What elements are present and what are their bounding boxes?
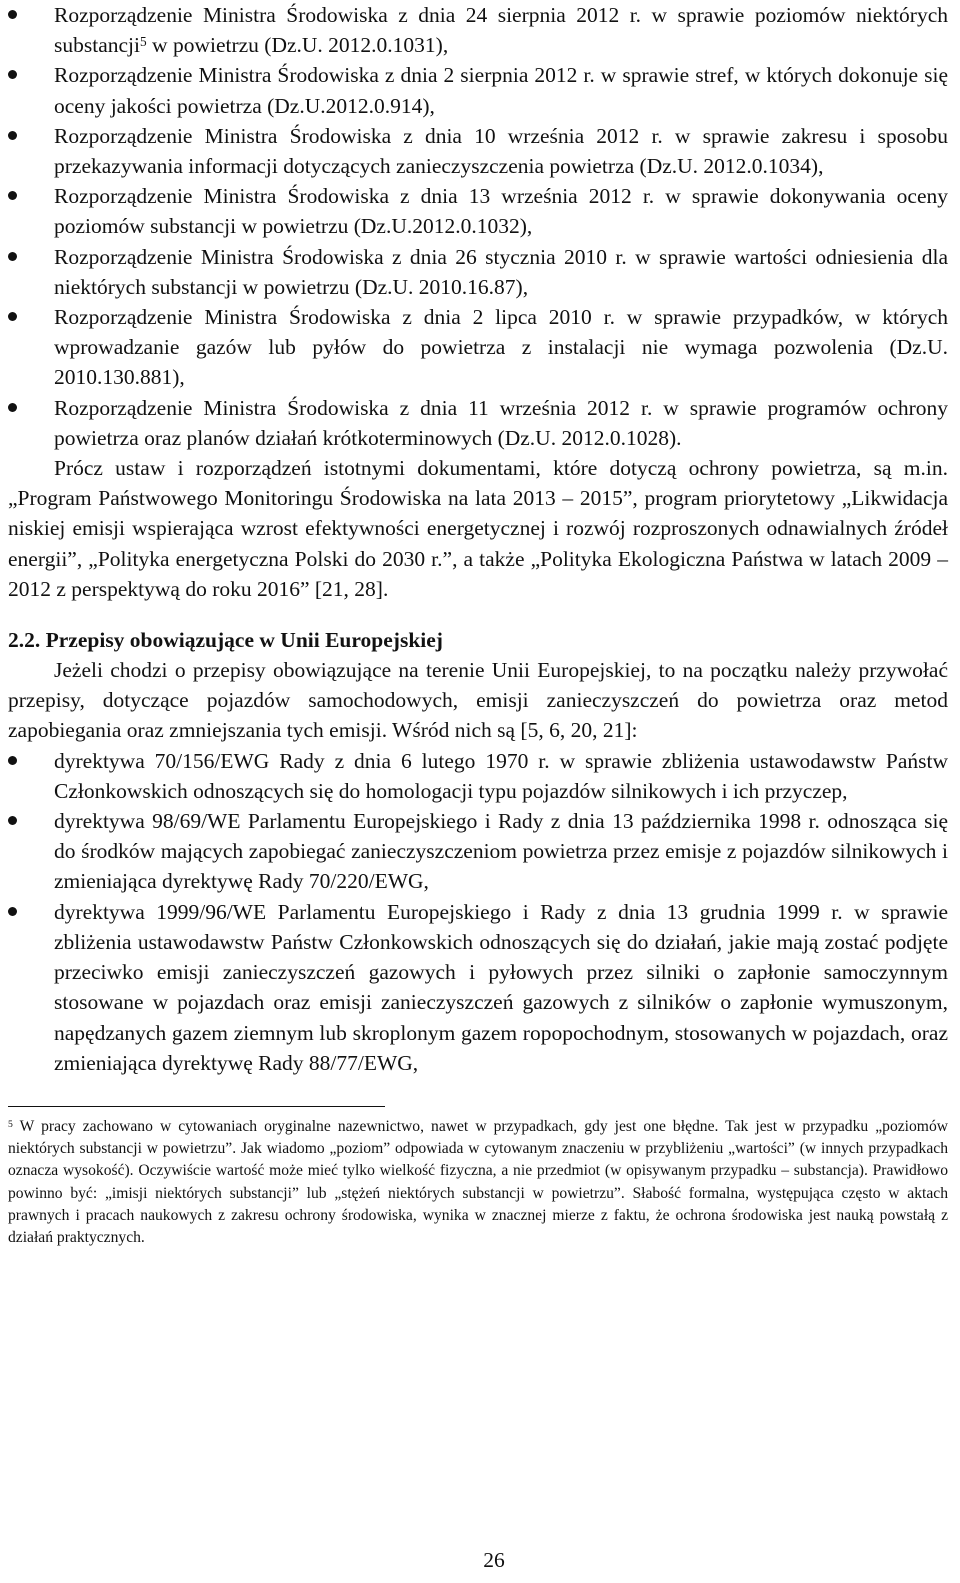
list-item: Rozporządzenie Ministra Środowiska z dnia 13 września 2012 r. w sprawie dokonywania oceny poziomów substancji w powietrzu (Dz.U.2012.0.1032), <box>8 181 948 241</box>
list-item: Rozporządzenie Ministra Środowiska z dnia 26 stycznia 2010 r. w sprawie wartości odniesienia dla niektórych substancji w powietrzu (Dz.U. 2010.16.87), <box>8 242 948 302</box>
footnote-reference[interactable]: 5 <box>140 34 147 50</box>
bullet-icon <box>8 816 17 825</box>
list-item: Rozporządzenie Ministra Środowiska z dnia 11 września 2012 r. w sprawie programów ochrony powietrza oraz planów działań krótkoterminowych (Dz.U. 2012.0.1028). <box>8 393 948 453</box>
footnote <box>8 1116 948 1249</box>
footnote-mark: 5 <box>8 1118 13 1130</box>
list-item: dyrektywa 1999/96/WE Parlamentu Europejskiego i Rady z dnia 13 grudnia 1999 r. w sprawie zbliżenia ustawodawstw Państw Członkowskich odnoszących się do działań, jakie mają zostać podjęte przeciwko emisji zanieczyszczeń gazowych i pyłowych przez silniki o zapłonie samoczynnym stosowane w pojazdach oraz emisji zanieczyszczeń gazowych z silników o zapłonie wymuszonym, napędzanych gazem ziemnym lub skroplonym gazem ropopochodnym, stosowanych w pojazdach, oraz zmieniająca dyrektywę Rady 88/77/EWG, <box>8 897 948 1078</box>
footnote-separator <box>8 1106 385 1107</box>
list-item: Rozporządzenie Ministra Środowiska z dnia 10 września 2012 r. w sprawie zakresu i sposobu przekazywania informacji dotyczących zanieczyszczenia powietrza (Dz.U. 2012.0.1034), <box>8 121 948 181</box>
bullet-icon <box>8 403 17 412</box>
list-item: Rozporządzenie Ministra Środowiska z dnia 2 sierpnia 2012 r. w sprawie stref, w których dokonuje się oceny jakości powietrza (Dz.U.2012.0.914), <box>8 60 948 120</box>
list-item: dyrektywa 98/69/WE Parlamentu Europejskiego i Rady z dnia 13 października 1998 r. odnosząca się do środków mających zapobiegać zanieczyszczeniom powietrza przez emisje z pojazdów silnikowych i zmieniająca dyrektywę Rady 70/220/EWG, <box>8 806 948 897</box>
page-number: 26 <box>483 1548 505 1572</box>
bullet-icon <box>8 131 17 140</box>
eu-directives-list <box>8 746 948 1078</box>
regulations-list <box>8 0 948 453</box>
bullet-icon <box>8 907 17 916</box>
bullet-icon <box>8 10 17 19</box>
bullet-icon <box>8 312 17 321</box>
bullet-icon <box>8 70 17 79</box>
list-item: Rozporządzenie Ministra Środowiska z dnia 24 sierpnia 2012 r. w sprawie poziomów niektórych substancji$^5$ w powietrzu (Dz.U. 2012.0.1031), <box>8 0 948 60</box>
list-item: Rozporządzenie Ministra Środowiska z dnia 2 lipca 2010 r. w sprawie przypadków, w których wprowadzanie gazów lub pyłów do powietrza z instalacji nie wymaga pozwolenia (Dz.U. 2010.130.881), <box>8 302 948 393</box>
section-title-text: Przepisy obowiązujące w Unii Europejskiej <box>45 628 443 653</box>
bullet-icon <box>8 252 17 261</box>
bullet-icon <box>8 191 17 200</box>
body-paragraph: Jeżeli chodzi o przepisy obowiązujące na terenie Unii Europejskiej, to na początku należy przywołać przepisy, dotyczące pojazdów samochodowych, emisji zanieczyszczeń do powietrza oraz metod zapobiegania oraz zmniejszania tych emisji. Wśród nich są [5, 6, 20, 21]: <box>8 658 948 743</box>
bullet-icon <box>8 756 17 765</box>
section-number: 2.2. <box>8 628 41 653</box>
body-paragraph: Prócz ustaw i rozporządzeń istotnymi dokumentami, które dotyczą ochrony powietrza, są m.in. „Program Państwowego Monitoringu Środowiska na lata 2013 – 2015”, program priorytetowy „Likwidacja niskiej emisji wspierająca wzrost efektywności energetycznej i rozwój rozproszonych odnawialnych źródeł energii”, „Polityka energetyczna Polski do 2030 r.”, a także „Polityka Ekologiczna Państwa w latach 2009 – 2012 z perspektywą do roku 2016” [21, 28]. <box>8 456 948 601</box>
document-page <box>8 0 948 1249</box>
footnote-text: W pracy zachowano w cytowaniach oryginalne nazewnictwo, nawet w przypadkach, gdy jest one błędne. Tak jest w przypadku „poziomów niektórych substancji w powietrzu”. Jak wiadomo „poziom” odpowiada w cytowanym znaczeniu w przybliżeniu „wartości” (w innych przypadkach oznacza wysokość). Oczywiście wartość może mieć tylko wielkość fizyczna, a nie przedmiot (w opisywanym przypadku – substancja). Prawidłowo powinno być: „imisji niektórych substancji” lub „stężeń niektórych substancji w powietrzu”. Słabość formalna, występująca często w aktach prawnych i pracach naukowych z zakresu ochrony środowiska, wynika w znacznej mierze z faktu, że ochrona środowiska jest nauką powstałą z działań praktycznych. <box>8 1117 948 1246</box>
list-item: dyrektywa 70/156/EWG Rady z dnia 6 lutego 1970 r. w sprawie zbliżenia ustawodawstw Państw Członkowskich odnoszących się do homologacji typu pojazdów silnikowych i ich przyczep, <box>8 746 948 806</box>
section-heading <box>8 625 948 655</box>
